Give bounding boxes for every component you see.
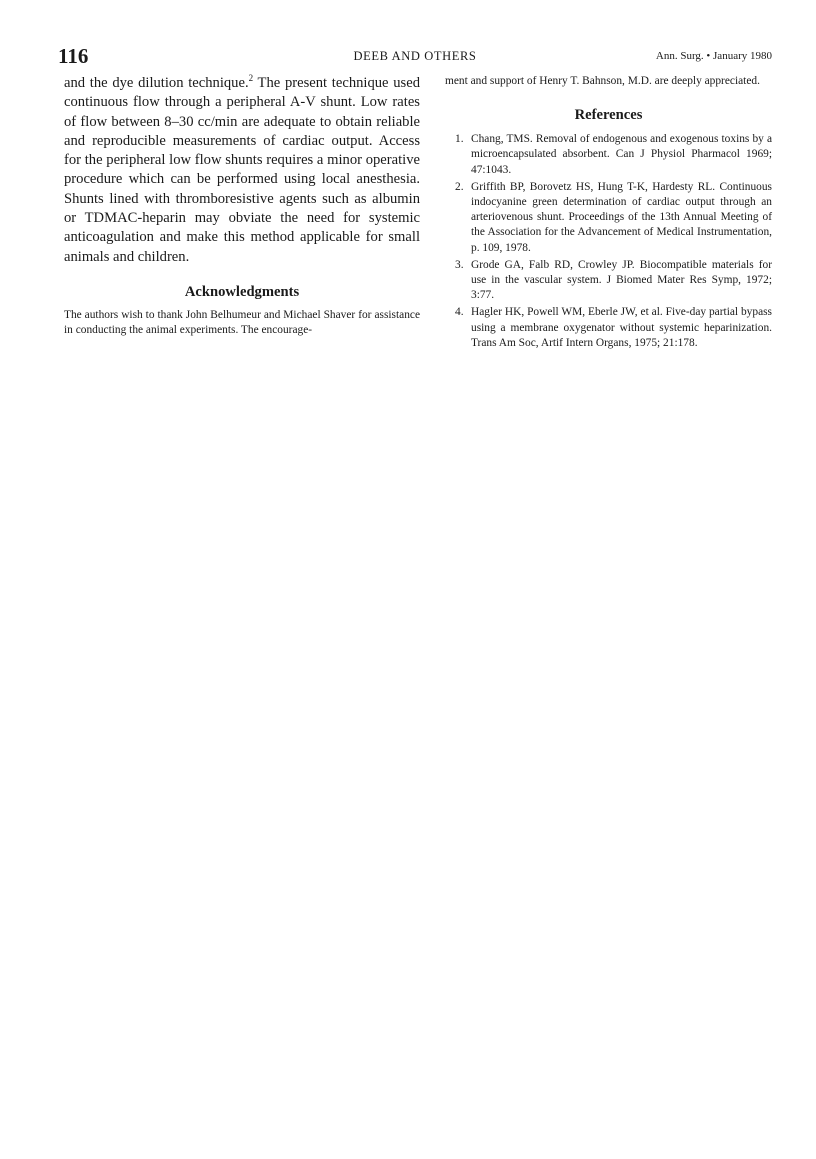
- discussion-paragraph: [64, 74, 420, 267]
- running-title: DEEB AND OTHERS: [353, 49, 477, 63]
- paragraph-start: and the dye dilution technique.: [64, 75, 249, 91]
- right-column: [445, 74, 772, 353]
- header-separator: •: [706, 50, 711, 62]
- reference-text: Griffith BP, Borovetz HS, Hung T-K, Hardesty RL. Continuous indocyanine green determination of cardiac output through an arteriovenous shunt. Proceedings of the 13th Annual Meeting of the Association for the Advancement of Medical Instrumentation, p. 109, 1978.: [471, 180, 772, 254]
- reference-text: Grode GA, Falb RD, Crowley JP. Biocompatible materials for use in the vascular system. J Biomed Mater Res Symp, 1972; 3:77.: [471, 258, 772, 302]
- running-header: [58, 44, 772, 68]
- citation-superscript: 2: [248, 73, 254, 84]
- page-number: 116: [58, 44, 89, 68]
- journal-name: Ann. Surg.: [655, 50, 704, 62]
- left-column: [64, 74, 420, 338]
- acknowledgments-continued: ment and support of Henry T. Bahnson, M.D. are deeply appreciated.: [445, 75, 760, 87]
- reference-text: Hagler HK, Powell WM, Eberle JW, et al. Five-day partial bypass using a membrane oxygenator without systemic heparinization. Trans Am Soc, Artif Intern Organs, 1975; 21:178.: [471, 306, 772, 349]
- acknowledgments-text: The authors wish to thank John Belhumeur and Michael Shaver for assistance in conducting the animal experiments. The encourage-: [64, 308, 420, 337]
- acknowledgments-heading: Acknowledgments: [184, 283, 300, 300]
- references-list: [445, 132, 772, 351]
- references-heading: References: [574, 107, 643, 124]
- reference-item: [445, 305, 772, 351]
- reference-text: Chang, TMS. Removal of endogenous and exogenous toxins by a microencapsulated absorbent. Can J Physiol Pharmacol 1969; 47:1043.: [471, 133, 772, 176]
- reference-number: 4.: [455, 306, 464, 319]
- paragraph-rest: The present technique used continuous flow through a peripheral A-V shunt. Low rates of flow between 8–30 cc/min are adequate to obtain reliable and reproducible measurements of cardiac output. Access for the peripheral low flow shunts requires a minor operative procedure which can be performed using local anesthesia. Shunts lined with thromboresistive agents such as albumin or TDMAC-heparin may obviate the need for systemic anticoagulation and make this method applicable for small animals and children.: [64, 75, 420, 265]
- issue-date: January 1980: [713, 50, 772, 62]
- reference-number: 3.: [455, 258, 464, 271]
- reference-item: [445, 132, 772, 178]
- reference-item: [445, 258, 772, 304]
- reference-number: 1.: [455, 133, 464, 146]
- journal-info: [656, 50, 772, 62]
- reference-item: [445, 180, 772, 256]
- reference-number: 2.: [455, 180, 464, 193]
